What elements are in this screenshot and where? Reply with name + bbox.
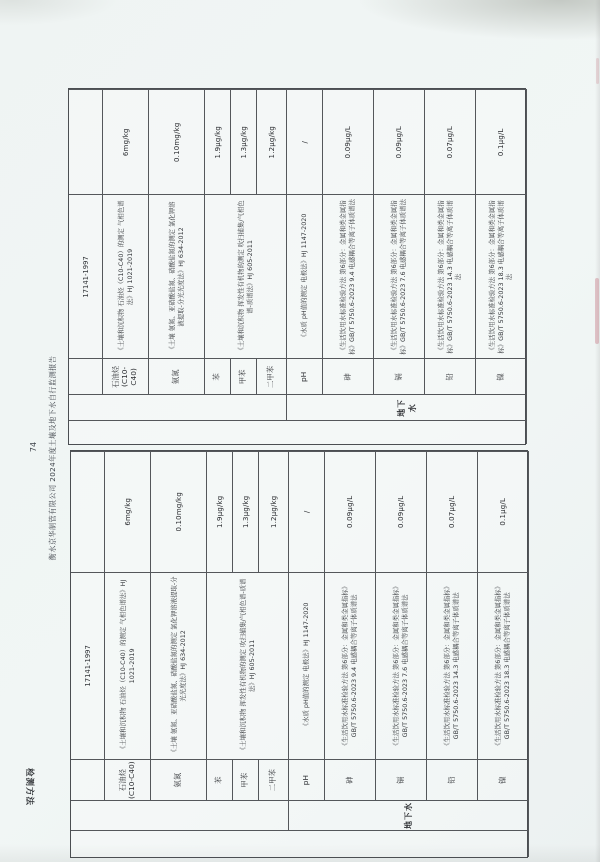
table-item-cell: pH xyxy=(289,759,325,800)
table-method-cell: 《生活饮用水标准检验方法 第6部分：金属和类金属指标》GB/T 5750.6-2023 7.6 电感耦合等离子体质谱法 xyxy=(376,572,427,760)
table-limit-cell: 0.07μg/L xyxy=(425,89,476,194)
table-item-cell: 砷 xyxy=(323,358,374,394)
table-method-cell: 《土壤和沉积物 石油烃（C10-C40）的测定 气相色谱法》HJ 1021-2019 xyxy=(103,194,149,358)
table-method-cell: 《生活饮用水标准检验方法 第6部分：金属和类金属指标》GB/T 5750.6-2023 18.3 电感耦合等离子体质谱法 xyxy=(476,194,527,358)
table-item-cell: 镍 xyxy=(476,358,527,394)
scan-page-edge xyxy=(595,0,600,862)
table-item-cell-continuation xyxy=(71,759,105,800)
table-item-cell: 镍 xyxy=(478,759,529,800)
table-item-cell: 二甲苯 xyxy=(259,759,289,800)
table-item-cell: 镉 xyxy=(374,358,425,394)
scan-smudge-top-left xyxy=(0,0,120,26)
table-category-soil-cell xyxy=(71,800,289,830)
table-item-cell: 氨氮 xyxy=(151,759,207,800)
table-limit-cell-continuation xyxy=(71,451,105,572)
table-limit-cell: 0.1μg/L xyxy=(476,89,527,194)
table-limit-cell: 0.10mg/kg xyxy=(151,451,207,572)
table-item-cell: 二甲苯 xyxy=(257,358,287,394)
methods-table-lower-half xyxy=(70,450,528,858)
table-limit-cell: 1.3μg/kg xyxy=(231,89,257,194)
table-item-cell: 镉 xyxy=(376,759,427,800)
table-item-cell: 铅 xyxy=(425,358,476,394)
table-method-cell-voc: 《土壤和沉积物 挥发性有机物的测定 吹扫捕集/气相色谱-质谱法》HJ 605-2011 xyxy=(205,194,287,358)
table-method-cell: 《生活饮用水标准检验方法 第6部分：金属和类金属指标》GB/T 5750.6-2023 9.4 电感耦合等离子体质谱法 xyxy=(323,194,374,358)
table-limit-cell: 0.09μg/L xyxy=(376,451,427,572)
methods-table-upper-half xyxy=(68,88,526,445)
table-limit-cell: 1.3μg/kg xyxy=(233,451,259,572)
table-limit-cell: / xyxy=(289,451,325,572)
table-method-cell: 《生活饮用水标准检验方法 第6部分：金属和类金属指标》GB/T 5750.6-2023 14.3 电感耦合等离子体质谱法 xyxy=(427,572,478,760)
table-method-cell-voc: 《土壤和沉积物 挥发性有机物的测定 吹扫捕集/气相色谱-质谱法》HJ 605-2011 xyxy=(207,572,289,760)
table-method-cell: 《生活饮用水标准检验方法 第6部分：金属和类金属指标》GB/T 5750.6-2023 18.3 电感耦合等离子体质谱法 xyxy=(478,572,529,760)
table-limit-cell: 6mg/kg xyxy=(105,451,151,572)
table-item-cell: 苯 xyxy=(207,759,233,800)
page-number: 74 xyxy=(29,441,38,453)
table-item-cell: 甲苯 xyxy=(231,358,257,394)
table-method-cell: 《生活饮用水标准检验方法 第6部分：金属和类金属指标》GB/T 5750.6-2023 7.6 电感耦合等离子体质谱法 xyxy=(374,194,425,358)
table-limit-cell: 1.2μg/kg xyxy=(259,451,289,572)
table-method-cell: 《土壤和沉积物 石油烃（C10-C40）的测定 气相色谱法》HJ 1021-2019 xyxy=(105,572,151,760)
table-stub-cell xyxy=(69,420,527,444)
table-limit-cell: 0.07μg/L xyxy=(427,451,478,572)
table-limit-cell: 0.09μg/L xyxy=(374,89,425,194)
table-stub-cell xyxy=(71,830,529,857)
table-method-cell: 《土壤 氨氮、亚硝酸盐氮、硝酸盐氮的测定 氯化钾溶液提取-分光光度法》HJ 634-2012 xyxy=(151,572,207,760)
table-category-groundwater-cell: 地下水 xyxy=(289,800,529,830)
table-limit-cell: 1.9μg/kg xyxy=(207,451,233,572)
table-limit-cell: 1.9μg/kg xyxy=(205,89,231,194)
scan-edge-mark xyxy=(595,278,599,344)
table-row-group-label: 检测方法 xyxy=(24,767,34,806)
table-item-cell: 砷 xyxy=(325,759,376,800)
table-item-cell: 甲苯 xyxy=(233,759,259,800)
report-edge-caption: 衡水京华制管有限公司 2024年度土壤及地下水自行监测报告 xyxy=(48,355,57,561)
table-method-cell: 《土壤 氨氮、亚硝酸盐氮、硝酸盐氮的测定 氯化钾溶液提取-分光光度法》HJ 634-2012 xyxy=(149,194,205,358)
table-item-cell: 石油烃(C10-C40) xyxy=(105,759,151,800)
table-limit-cell: 0.10mg/kg xyxy=(149,89,205,194)
table-method-cell-continuation: 17141-1997 xyxy=(71,572,105,760)
table-item-cell-continuation xyxy=(69,358,103,394)
table-item-cell: 石油烃(C10-C40) xyxy=(103,358,149,394)
table-limit-cell: 0.09μg/L xyxy=(325,451,376,572)
table-method-cell-continuation: 17141-1997 xyxy=(69,194,103,358)
table-method-cell: 《生活饮用水标准检验方法 第6部分：金属和类金属指标》GB/T 5750.6-2023 9.4 电感耦合等离子体质谱法 xyxy=(325,572,376,760)
table-category-groundwater-cell: 地下水 xyxy=(287,394,527,420)
table-item-cell: 苯 xyxy=(205,358,231,394)
table-item-cell: 铅 xyxy=(427,759,478,800)
table-limit-cell: 1.2μg/kg xyxy=(257,89,287,194)
table-item-cell: pH xyxy=(287,358,323,394)
table-limit-cell: 6mg/kg xyxy=(103,89,149,194)
table-method-cell: 《水质 pH值的测定 电极法》HJ 1147-2020 xyxy=(289,572,325,760)
table-limit-cell: 0.1μg/L xyxy=(478,451,529,572)
table-method-cell: 《水质 pH值的测定 电极法》HJ 1147-2020 xyxy=(287,194,323,358)
table-category-soil-cell xyxy=(69,394,287,420)
table-limit-cell-continuation xyxy=(69,89,103,194)
scan-edge-mark xyxy=(596,58,599,84)
table-limit-cell: 0.09μg/L xyxy=(323,89,374,194)
table-item-cell: 氨氮 xyxy=(149,358,205,394)
table-method-cell: 《生活饮用水标准检验方法 第6部分：金属和类金属指标》GB/T 5750.6-2023 14.3 电感耦合等离子体质谱法 xyxy=(425,194,476,358)
scan-smudge-top-right xyxy=(330,0,600,46)
table-limit-cell: / xyxy=(287,89,323,194)
